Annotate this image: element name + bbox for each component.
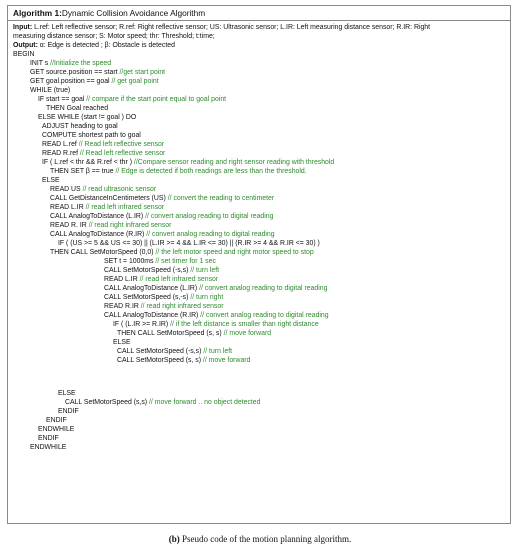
- code-comment: // Read left reflective sensor: [78, 141, 165, 148]
- code-text: CALL AnalogToDistance (L.IR): [104, 285, 198, 292]
- output-text: α: Edge is detected ; β: Obstacle is detected: [39, 42, 175, 49]
- code-line: [50, 230, 275, 239]
- code-line: [50, 167, 307, 176]
- code-text: ELSE: [58, 390, 76, 397]
- code-line: [58, 239, 320, 248]
- code-line: [50, 194, 274, 203]
- code-line: [113, 338, 131, 347]
- code-comment: // convert analog reading to digital reading: [145, 213, 274, 220]
- code-line: [38, 95, 226, 104]
- code-comment: // convert analog reading to digital reading: [199, 285, 328, 292]
- code-text: IF ( (L.IR >= R.IR): [113, 321, 169, 328]
- algorithm-title-prefix: Algorithm 1:: [13, 8, 62, 18]
- code-text: THEN SET β == true: [50, 168, 114, 175]
- code-comment: // the left motor speed and right motor speed to stop: [155, 249, 314, 256]
- code-text: ENDWHILE: [30, 444, 67, 451]
- code-text: IF ( (US >= 5 && US <= 30) || (L.IR >= 4 && L.IR <= 30) || (R.IR >= 4 && R.IR <= 30) ): [58, 240, 320, 247]
- code-comment: // compare if the start point equal to goal point: [86, 96, 227, 103]
- code-line: [38, 113, 136, 122]
- code-text: READ R. IR: [50, 222, 87, 229]
- code-text: CALL AnalogToDistance (R.IR): [104, 312, 199, 319]
- code-text: READ R.IR: [104, 303, 139, 310]
- code-line: [117, 329, 271, 338]
- code-text: GET goal.position == goal: [30, 78, 110, 85]
- code-text: CALL SetMotorSpeed (s,s): [65, 399, 148, 406]
- code-comment: // move forward: [223, 330, 272, 337]
- code-line: [113, 320, 319, 329]
- code-text: READ R.ref: [42, 150, 78, 157]
- code-comment: //Initialize the speed: [50, 60, 112, 67]
- input-line-1: [13, 23, 430, 32]
- code-comment: // set timer for 1 sec: [155, 258, 216, 265]
- code-comment: // read left infrared sensor: [85, 204, 165, 211]
- code-text: ENDIF: [38, 435, 59, 442]
- code-line: [42, 122, 118, 131]
- code-line: [30, 68, 165, 77]
- code-text: CALL AnalogToDistance (R.IR): [50, 231, 145, 238]
- code-line: [46, 104, 108, 113]
- code-text: CALL GetDistanceInCentimeters (US): [50, 195, 166, 202]
- code-comment: // move forward: [202, 357, 251, 364]
- code-text: WHILE (true): [30, 87, 71, 94]
- code-comment: // Edge is detected if both readings are less than the threshold.: [115, 168, 307, 175]
- code-text: INIT s: [30, 60, 49, 67]
- code-line: [65, 398, 260, 407]
- code-line: [104, 266, 219, 275]
- code-comment: // turn left: [203, 348, 233, 355]
- code-text: CALL SetMotorSpeed (s,-s): [104, 294, 189, 301]
- code-line: [50, 212, 273, 221]
- code-text: READ L.IR: [50, 204, 84, 211]
- code-text: ADJUST heading to goal: [42, 123, 118, 130]
- code-line: [38, 434, 59, 443]
- code-text: ELSE: [113, 339, 131, 346]
- code-line: [58, 389, 76, 398]
- algorithm-title-bar: [8, 6, 510, 21]
- code-text: READ L.ref: [42, 141, 77, 148]
- code-comment: // read right infrared sensor: [140, 303, 224, 310]
- code-line: [42, 149, 165, 158]
- algorithm-box: [7, 5, 511, 524]
- output-line: [13, 41, 175, 50]
- code-text: READ US: [50, 186, 81, 193]
- code-line: [117, 356, 250, 365]
- algorithm-content: [8, 21, 510, 523]
- input-text-2: measuring distance sensor; S: Motor speed; thr: Threshold; t:time;: [13, 33, 215, 40]
- code-line: [38, 425, 74, 434]
- code-text: SET t = 1000ms: [104, 258, 154, 265]
- code-line: [104, 311, 329, 320]
- code-line: [50, 185, 156, 194]
- code-comment: // read right infrared sensor: [88, 222, 172, 229]
- code-line: [46, 416, 67, 425]
- code-line: [30, 77, 159, 86]
- algorithm-title-name: Dynamic Collision Avoidance Algorithm: [61, 8, 206, 18]
- figure-caption: [0, 534, 520, 544]
- input-text-1: L.ref: Left reflective sensor; R.ref: Right reflective sensor; US: Ultrasonic sensor; L.IR: Left measuring distance sensor; R.IR: Right: [34, 24, 431, 31]
- code-text: CALL SetMotorSpeed (-s,s): [104, 267, 189, 274]
- caption-text: Pseudo code of the motion planning algorithm.: [182, 534, 352, 544]
- code-comment: // get goal point: [111, 78, 159, 85]
- code-line: [30, 443, 66, 452]
- code-text: CALL AnalogToDistance (L.IR): [50, 213, 144, 220]
- code-line: [30, 86, 70, 95]
- code-text: THEN CALL SetMotorSpeed (0,0): [50, 249, 154, 256]
- code-text: ELSE WHILE (start != goal ) DO: [38, 114, 137, 121]
- code-line: [42, 176, 60, 185]
- code-line: [104, 275, 218, 284]
- code-line: [42, 140, 164, 149]
- code-text: READ L.IR: [104, 276, 138, 283]
- caption-label: (b): [168, 534, 180, 544]
- code-line: [50, 248, 314, 257]
- code-comment: // convert analog reading to digital reading: [146, 231, 275, 238]
- code-comment: // turn left: [190, 267, 220, 274]
- code-text: CALL SetMotorSpeed (-s,s): [117, 348, 202, 355]
- code-line: [50, 203, 164, 212]
- code-text: BEGIN: [13, 51, 35, 58]
- code-line: [104, 302, 224, 311]
- code-line: [117, 347, 232, 356]
- code-comment: // if the left distance is smaller than right distance: [170, 321, 319, 328]
- code-text: ENDIF: [46, 417, 67, 424]
- code-comment: // read ultrasonic sensor: [82, 186, 157, 193]
- code-text: THEN Goal reached: [46, 105, 109, 112]
- code-comment: //Compare sensor reading and right sensor reading with threshold: [133, 159, 335, 166]
- code-line: [104, 284, 327, 293]
- input-label: Input:: [13, 24, 33, 31]
- code-comment: //get start point: [119, 69, 166, 76]
- code-text: ELSE: [42, 177, 60, 184]
- code-text: THEN CALL SetMotorSpeed (s, s): [117, 330, 222, 337]
- code-text: CALL SetMotorSpeed (s, s): [117, 357, 201, 364]
- input-line-2: [13, 32, 215, 41]
- code-line: [50, 221, 171, 230]
- code-line: [42, 131, 141, 140]
- output-label: Output:: [13, 42, 38, 49]
- code-text: COMPUTE shortest path to goal: [42, 132, 141, 139]
- code-line: [30, 59, 111, 68]
- code-comment: // convert analog reading to digital reading: [200, 312, 329, 319]
- code-text: ENDWHILE: [38, 426, 75, 433]
- code-comment: // read left infrared sensor: [139, 276, 219, 283]
- code-text: ENDIF: [58, 408, 79, 415]
- code-comment: // Read left reflective sensor: [79, 150, 166, 157]
- code-text: GET source.position == start: [30, 69, 118, 76]
- code-text: IF ( L.ref < thr && R.ref < thr ): [42, 159, 132, 166]
- code-line: [104, 293, 223, 302]
- code-text: IF start == goal: [38, 96, 85, 103]
- code-line: [104, 257, 216, 266]
- code-line: [58, 407, 79, 416]
- code-line: [42, 158, 334, 167]
- code-comment: // convert the reading to centimeter: [167, 195, 275, 202]
- code-comment: // move forward .. no object detected: [149, 399, 261, 406]
- code-line: [13, 50, 34, 59]
- code-comment: // turn right: [190, 294, 224, 301]
